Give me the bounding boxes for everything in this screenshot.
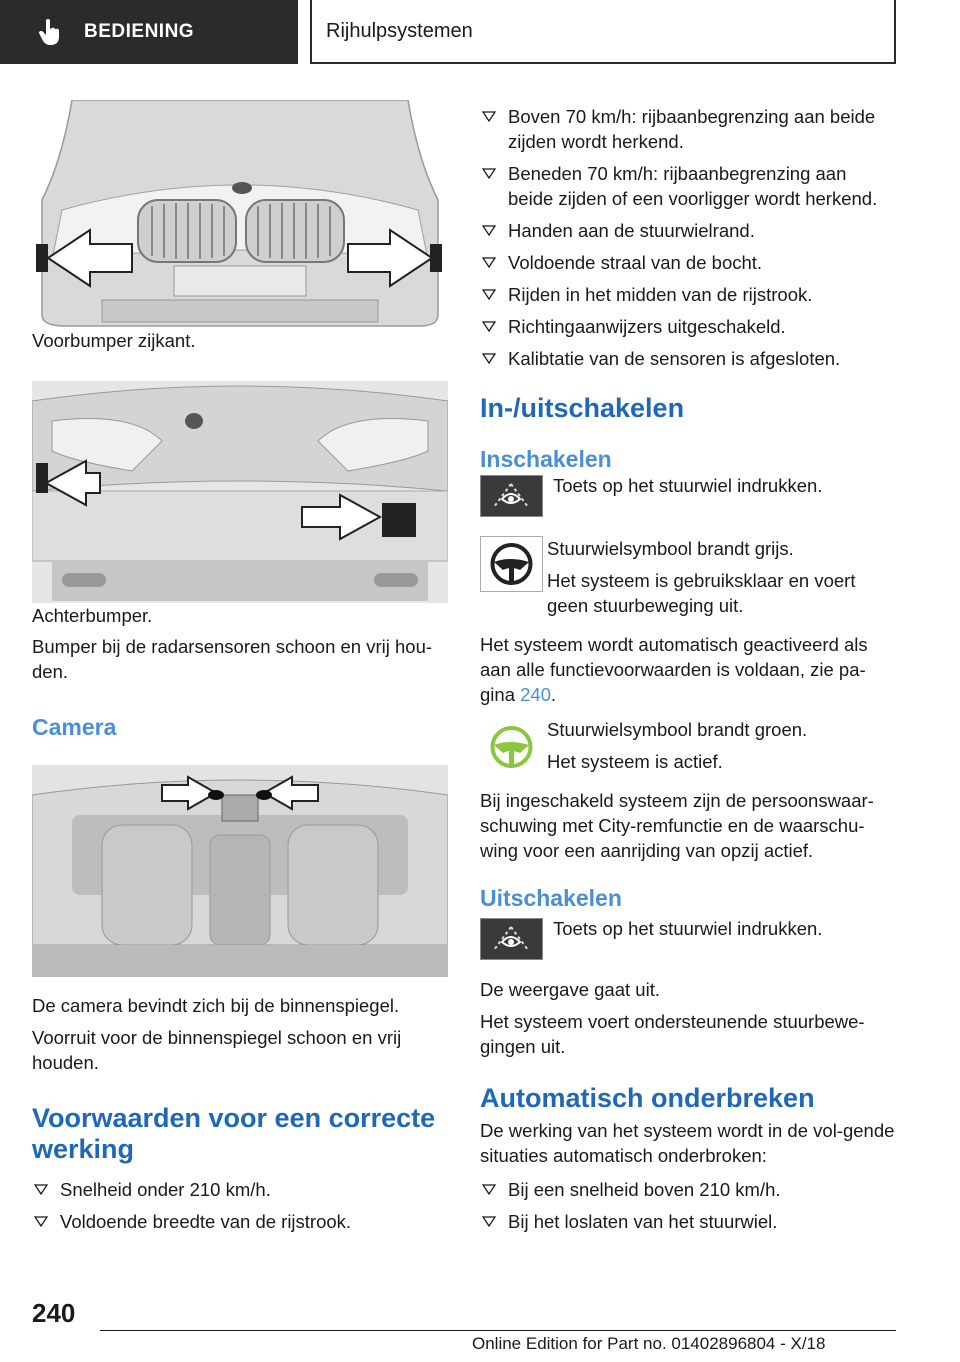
triangle-bullet-icon (482, 255, 496, 269)
list-item: Bij het loslaten van het stuurwiel. (480, 1209, 896, 1234)
off-button-text: Toets op het stuurwiel indrukken. (553, 918, 823, 939)
header-section-tab (0, 0, 298, 64)
conditions-list-right (480, 104, 896, 371)
off-steering-text: Het systeem voert ondersteunende stuurbewe-gingen uit. (480, 1011, 865, 1057)
list-item: Rijden in het midden van de rijstrook. (480, 282, 896, 307)
footer-edition: Online Edition for Part no. 01402896804 - X/18 (472, 1334, 826, 1353)
auto-interrupt-list (480, 1177, 896, 1234)
lane-assist-button-icon (480, 475, 543, 522)
steering-wheel-green-icon (480, 717, 543, 778)
auto-activation-text: Het systeem wordt automatisch geactiveerd als aan alle functievoorwaarden is voldaan, zie pa-gina 240. (480, 634, 868, 705)
on-button-text: Toets op het stuurwiel indrukken. (553, 475, 823, 496)
steering-wheel-grey-icon (480, 536, 543, 597)
auto-interrupt-text: De werking van het systeem wordt in de vol-gende situaties automatisch onderbroken: (480, 1120, 895, 1166)
auto-interrupt-heading: Automatisch onderbreken (480, 1083, 815, 1113)
triangle-bullet-icon (34, 1214, 48, 1228)
list-item: Voldoende breedte van de rijstrook. (32, 1209, 448, 1234)
caption-rear-bumper: Achterbumper. (32, 605, 153, 626)
lane-assist-button-icon (480, 918, 543, 965)
camera-heading: Camera (32, 714, 117, 740)
hand-pointer-icon (30, 12, 70, 52)
triangle-bullet-icon (482, 319, 496, 333)
camera-clean-text: Voorruit voor de binnenspiegel schoon en vrij houden. (32, 1027, 402, 1073)
camera-location-text: De camera bevindt zich bij de binnenspiegel. (32, 995, 400, 1016)
list-item: Beneden 70 km/h: rijbaanbegrenzing aan beide zijden of een voorligger wordt herkend. (480, 161, 896, 211)
list-item: Snelheid onder 210 km/h. (32, 1177, 448, 1202)
triangle-bullet-icon (482, 351, 496, 365)
triangle-bullet-icon (482, 1214, 496, 1228)
active-warning-text: Bij ingeschakeld systeem zijn de persoonswaar-schuwing met City-remfunctie en de waarschu-wing voor een aanrijding van opzij actief. (480, 790, 874, 861)
triangle-bullet-icon (482, 287, 496, 301)
onoff-heading: In-/uitschakelen (480, 393, 685, 423)
triangle-bullet-icon (482, 1182, 496, 1196)
left-column (32, 100, 448, 1241)
list-item: Boven 70 km/h: rijbaanbegrenzing aan beide zijden wordt herkend. (480, 104, 896, 154)
header-section-label: BEDIENING (84, 21, 195, 42)
camera-illustration (32, 765, 448, 977)
list-item: Voldoende straal van de bocht. (480, 250, 896, 275)
page-link-240[interactable]: 240 (520, 684, 551, 705)
grey-symbol-row (480, 536, 896, 618)
triangle-bullet-icon (34, 1182, 48, 1196)
on-heading: Inschakelen (480, 446, 612, 472)
green-symbol-text: Stuurwielsymbool brandt groen. (547, 719, 808, 740)
green-symbol-row (480, 717, 896, 778)
off-heading: Uitschakelen (480, 885, 622, 911)
on-button-row (480, 475, 896, 522)
triangle-bullet-icon (482, 109, 496, 123)
rear-bumper-note: Bumper bij de radarsensoren schoon en vrij hou-den. (32, 636, 433, 682)
list-item: Bij een snelheid boven 210 km/h. (480, 1177, 896, 1202)
front-bumper-illustration (32, 100, 448, 328)
triangle-bullet-icon (482, 166, 496, 180)
page-number: 240 (32, 1298, 76, 1328)
conditions-heading: Voorwaarden voor een correcte werking (32, 1103, 436, 1164)
header-chapter-label: Rijhulpsystemen (326, 19, 473, 42)
green-symbol-active-text: Het systeem is actief. (547, 751, 723, 772)
list-item: Kalibtatie van de sensoren is afgesloten. (480, 346, 896, 371)
header-chapter (310, 0, 896, 64)
triangle-bullet-icon (482, 223, 496, 237)
off-display-text: De weergave gaat uit. (480, 979, 660, 1000)
list-item: Handen aan de stuurwielrand. (480, 218, 896, 243)
grey-symbol-ready-text: Het systeem is gebruiksklaar en voert geen stuurbeweging uit. (547, 570, 856, 616)
off-button-row (480, 918, 896, 965)
right-column (480, 104, 896, 1241)
rear-bumper-illustration (32, 381, 448, 603)
caption-front-bumper: Voorbumper zijkant. (32, 330, 196, 351)
footer-divider (100, 1330, 896, 1331)
grey-symbol-text: Stuurwielsymbool brandt grijs. (547, 538, 794, 559)
list-item: Richtingaanwijzers uitgeschakeld. (480, 314, 896, 339)
conditions-list-left (32, 1177, 448, 1234)
